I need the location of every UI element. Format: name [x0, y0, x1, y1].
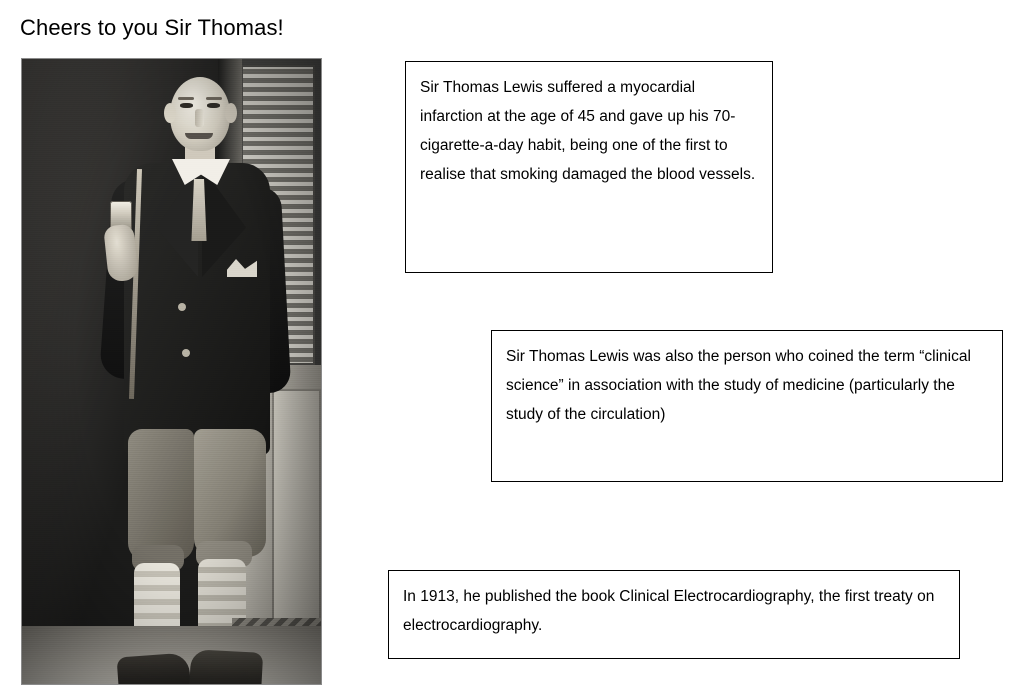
figure-button-lower: [182, 349, 190, 357]
fact-text: In 1913, he published the book Clinical Electrocardiography, the first treaty on electrocardiography.: [403, 588, 935, 634]
figure-ear-left: [164, 103, 176, 123]
figure-brow-left: [178, 97, 194, 100]
figure-mouth: [185, 133, 213, 139]
fact-textbox-myocardial-infarction: [405, 61, 773, 273]
figure-eye-right: [207, 103, 220, 108]
fact-text: Sir Thomas Lewis was also the person who coined the term “clinical science” in association with the study of medicine (particularly the study of the circulation): [506, 348, 971, 423]
figure-hand: [103, 224, 139, 283]
figure-ear-right: [225, 103, 237, 123]
figure-shoe-right: [189, 649, 263, 685]
photo-wall-panel: [272, 389, 321, 649]
page-title: Cheers to you Sir Thomas!: [20, 15, 284, 40]
fact-textbox-book-1913: [388, 570, 960, 659]
figure-eye-left: [180, 103, 193, 108]
figure-brow-right: [206, 97, 222, 100]
figure-breeches-right: [194, 429, 266, 557]
figure-button-upper: [178, 303, 186, 311]
photo-canvas: [22, 59, 321, 684]
portrait-photo: [21, 58, 322, 685]
fact-textbox-clinical-science: [491, 330, 1003, 482]
fact-text: Sir Thomas Lewis suffered a myocardial infarction at the age of 45 and gave up his 70-cigarette-a-day habit, being one of the first to realise that smoking damaged the blood vessels.: [420, 79, 756, 183]
figure-breeches-left: [128, 429, 194, 561]
figure-shoe-left: [117, 653, 192, 685]
figure-nose: [195, 109, 204, 127]
